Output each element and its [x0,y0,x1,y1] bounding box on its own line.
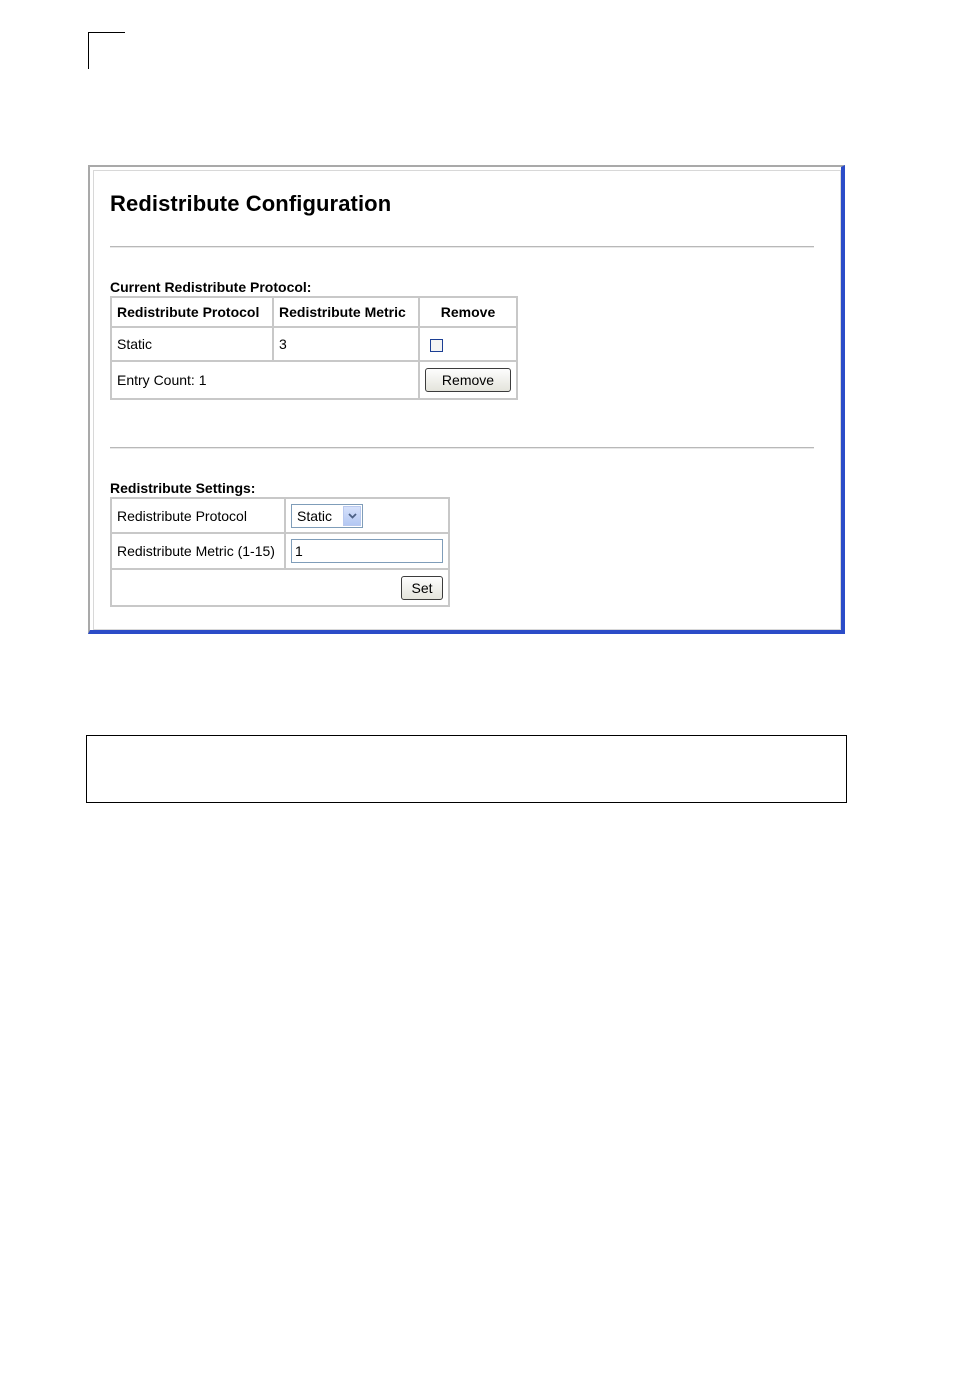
entry-count: Entry Count: 1 [111,361,419,399]
page-corner-mark [88,32,125,69]
page-title: Redistribute Configuration [110,191,392,216]
remove-checkbox[interactable] [430,339,443,352]
current-protocol-label: Current Redistribute Protocol: [110,279,312,295]
window-content [93,170,841,630]
chevron-down-icon[interactable] [343,506,361,526]
remove-button[interactable]: Remove [425,368,511,392]
protocol-select-value: Static [297,507,333,524]
divider [110,246,814,248]
protocol-label: Redistribute Protocol [111,498,285,533]
metric-cell [285,533,449,569]
empty-box [86,735,847,803]
settings-row-protocol [111,498,449,533]
table-header-row [111,297,517,327]
app-window [88,165,845,634]
current-protocol-table [110,296,518,400]
protocol-select[interactable] [291,504,363,528]
cell-remove [419,327,517,361]
settings-table [110,497,450,607]
remove-button-cell [419,361,517,399]
set-button-cell [111,569,449,606]
table-footer-row [111,361,517,399]
column-header-metric: Redistribute Metric [273,297,419,327]
settings-label: Redistribute Settings: [110,480,256,496]
divider [110,447,814,449]
metric-label: Redistribute Metric (1-15) [111,533,285,569]
settings-row-metric [111,533,449,569]
cell-protocol: Static [111,327,273,361]
cell-metric: 3 [273,327,419,361]
settings-row-actions [111,569,449,606]
protocol-cell [285,498,449,533]
table-row [111,327,517,361]
set-button[interactable]: Set [401,576,443,600]
metric-input[interactable]: 1 [291,539,443,563]
column-header-protocol: Redistribute Protocol [111,297,273,327]
column-header-remove: Remove [419,297,517,327]
